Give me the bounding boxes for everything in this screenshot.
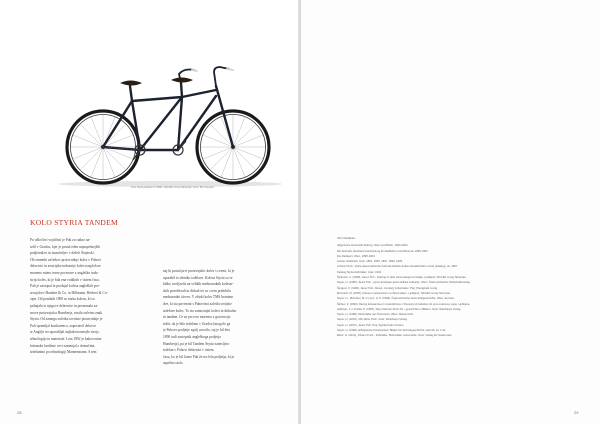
body-text-line: moremo mimo tesne povezave z angleško indu-	[30, 270, 99, 275]
body-text-line: Ob omembi začetkov proizvodnje koles v Puhovi	[30, 257, 102, 262]
body-text-line: skih prireditvah in dirkah ter so s tem pridobila	[163, 288, 231, 293]
body-text-line: uspešno raslo.	[163, 361, 184, 366]
body-text-line: 1890 tudi zastopnik angleškega podjetja	[163, 334, 221, 339]
body-text-line: Humberja), pa je bil Tandem Styria zanesljivo	[163, 341, 230, 346]
bibliography-entry: Šprajcer, F. (1996), Janez Puh, človek, izumitelj, industrialec. Ptuj: Pokrajinski muzej.	[337, 286, 438, 290]
page-number-left: 28	[17, 410, 22, 415]
body-text-line: Puh spremljal konkurenco, zapostavil delavce	[30, 323, 96, 328]
body-text-line: oper. Od pomladi 1890 so nizka kolesa, ki so	[30, 297, 95, 302]
tandem-bicycle-illustration	[0, 0, 299, 200]
bibliography-heading: Viri in literatura	[337, 237, 355, 240]
body-text-line: in tandem. Ce za prvo ne moremo z gotovostjo	[163, 315, 231, 320]
body-text-line: tehnologijo in materiale. Leta 1892 je kakovostne	[30, 336, 102, 341]
bibliography-entry: Seper, H. (2004), 100 Jahre Puch. Graz: Weishaupt Verlag.	[337, 318, 408, 322]
body-text-line: izdelan v Puhovi delavnici v tistem	[163, 348, 214, 353]
bibliography-entry: Katalog Styria-Fahrräder, Graz, 1902.	[337, 270, 382, 274]
body-text-line: podjetnikov in izumiteljev v deželi Štajerski.	[30, 251, 95, 256]
body-text-line: strijo koles, ki je bila ena vodilnih v tistem času.	[30, 277, 100, 282]
body-text-line: uporabil to tehniko izdelave. Kolesa Styria so se	[163, 275, 233, 280]
bibliography-entry: Hoffman, J. in Knittel, P. (1995), Steyr-Daimler-Puch AG - geschichte in Bildern. Graz: Weishaupt Verlag.	[337, 307, 462, 311]
body-text-line: izdelanimi po tehnologiji Mannesmann. S tem	[30, 350, 97, 355]
bibliography-entry: Seper, H. (1985), Janez Puh - pionir avstrijske avtomobilske industrije. Wien: Österreichischer Wirtschaftsverlag.	[337, 281, 471, 285]
body-text-line: je Puhovo podjetje zgolj uvozilo, saj je bil leta	[163, 328, 230, 333]
body-text-line: snove proizvajalca Humberja, nosila začetno znak	[30, 310, 103, 315]
body-text-line: trditi, da je bilo izdelano v Gradcu (mogoče ga	[163, 321, 231, 326]
bibliography-entry: Seper, H. (1968), Erfolgreiche Pionierarbeit. Blätter für Technikgeschichte, Heft 30, str. 1-31.	[337, 329, 447, 333]
bicycle-photo	[0, 0, 299, 200]
text-column-2	[163, 268, 273, 367]
handlebars	[179, 67, 229, 86]
body-text-line: lahko uveljavila na velikih mednarodnih kolesar-	[163, 282, 234, 287]
body-text-line: delavnici in avstrijske industrije koles nasploh ne	[30, 264, 101, 269]
body-text-line: naj bi postal prvi proizvajalec koles s cevmi, ki je	[163, 269, 235, 273]
body-text-line: selil v Gradcu, kjer je postal eden najuspešnejših	[30, 244, 101, 249]
bibliography	[337, 236, 553, 339]
body-text-line: izdelave koles. To sta samostojni kolesi in dirkalno	[163, 308, 237, 313]
chapter-title: KOLO STYRIA TANDEM	[30, 218, 118, 227]
body-text-line: prihajala iz njegove delavnice in posnemala za-	[30, 303, 99, 308]
body-text-line: mednarodni sloves. V zbirki koles TMS hranimo	[163, 295, 234, 300]
bibliography-entry: Grazer Volksblatt, Graz, 1891, 1893, 1897, 1899, 1909.	[337, 260, 403, 264]
bibliography-entry: Ebert, H. (2012), Johann Puch - Fahrräder, Motorräder, Automobile. Graz: Verlag der Steiermark.	[337, 334, 453, 338]
bibliography-entry: Johann Puch - Erste steiermärkische Fahrrad-Fabriks-Actien-Gesellschaft in Graz (katalog), ok. 1897.	[337, 265, 458, 269]
bibliography-entry: Seper, H. (1998), Motorräder aus Österreich. Wien: Welsermühl.	[337, 313, 414, 317]
body-text-line: izvajalcev Humber & Co. in Hillmann, Herbert & Co-	[30, 290, 108, 295]
bibliography-entry: Škrbec, F. (1993), Razvoj kolesarstva in motociklizma v Sloveniji od začetkov do prve svetovne vojne. Ljubljana.	[337, 302, 470, 306]
body-text-line: Puh je zastopal in prodajal kolesa angleških pro-	[30, 284, 100, 289]
bibliography-entry: Seper, H. (2007), Janez Puh. Ptuj: Zgodovinsko društvo.	[337, 323, 405, 327]
body-text-line: Styria. Od zamega začetka tovrstne proizvodnje je	[30, 317, 103, 322]
bibliography-entry: Šinkovec, A. (2008), Janez Puh - življenje in delo slovenskega izumitelja. Ljubljana: Tehniški muzej Slovenije.	[337, 276, 467, 280]
page-number-right: 29	[574, 410, 579, 415]
body-text-line: iz Anglije ter uporabljal najkakovostnejše stroje,	[30, 330, 100, 335]
bibliography-entry: Allgemeine Automobil-Zeitung, Wien und Berlin, 1909-1924.	[337, 244, 409, 248]
text-column-1	[30, 237, 138, 356]
left-page	[0, 0, 299, 424]
body-text-line: času, ko je bil Janez Puh že na čelu podjetja, ki je	[163, 354, 235, 359]
bibliography-entry: Seper, H., Pfundner, M. in Lenz, H. P. (1999), Österreichische Automobilgeschichte. Wien: Eurotax.	[337, 297, 455, 301]
body-text-line: britanske kreditne cevi zamenjal z domačimi,	[30, 343, 96, 348]
bibliography-entry: Die Zeitmaß, illustrierte Fachzeitung für Radfahrer und Motorrad, 1896-1900.	[337, 249, 429, 253]
photo-caption: Kolo Styria tandem iz 1890. Tehniški muzej Slovenije. Foto: Bor Kopačin	[131, 186, 214, 189]
body-text-line: dve, ki sta povezani s Puhovimi začetki serijske	[163, 301, 232, 306]
bibliography-entry: Meznarič, M. (2005), Kolesa in kolesarstvo na Slovenskem. Ljubljana: Tehniški muzej Slovenije.	[337, 291, 451, 295]
right-page	[301, 0, 600, 424]
bibliography-entry: Die Radsport, Wien, 1895-1903.	[337, 254, 376, 258]
body-text-line: Po odločitvi vojaščini je Puh za stalno na-	[30, 238, 91, 242]
